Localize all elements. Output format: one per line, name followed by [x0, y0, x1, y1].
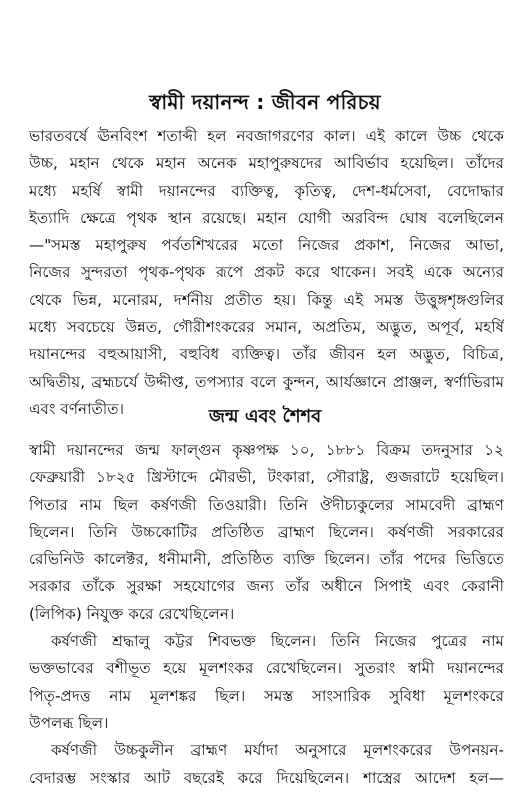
- text-line: দয়ানন্দের বহুআয়াসী, বহুবিধ ব্যক্তিত্ব। তাঁর জীবন হল অদ্ভুত, বিচিত্র,: [29, 345, 504, 364]
- text-line: থেকে ভিন্ন, মনোরম, দর্শনীয় প্রতীত হয়। কিন্তু এই সমস্ত উত্তুঙ্গশৃঙ্গগুলির: [29, 290, 504, 309]
- text-line: রেভিনিউ কালেক্টর, ধনীমানী, প্রতিষ্ঠিত ব্যক্তি ছিলেন। তাঁর পদের ভিত্তিতে: [29, 550, 504, 569]
- text-line: মধ্যে মহর্ষি স্বামী দয়ানন্দের ব্যক্তিত্ব, কৃতিত্ব, দেশ-ধর্মসেবা, বেদোদ্ধার: [29, 181, 504, 200]
- text-line: স্বামী দয়ানন্দের জন্ম ফাল্গুন কৃষ্ণপক্ষ ১০, ১৮৮১ বিক্রম তদনুসার ১২: [29, 441, 504, 459]
- text-line: ফেব্রুয়ারী ১৮২৫ খ্রিস্টাব্দে মৌরভী, টংকারা, সৌরাষ্ট্র, গুজরাটে হয়েছিল।: [29, 468, 504, 487]
- text-line: ভক্তভাবের বশীভূত হয়ে মূলশংকর রেখেছিলেন। সুতরাং স্বামী দয়ানন্দের: [29, 659, 504, 678]
- text-line: সরকার তাঁকে সুরক্ষা সহযোগের জন্য তাঁর অধীনে সিপাই এবং কেরানী: [29, 577, 504, 596]
- text-line: উপলব্ধ ছিল।: [29, 713, 109, 732]
- text-line: ইত্যাদি ক্ষেত্রে পৃথক স্থান রয়েছে। মহান যোগী অরবিন্দ ঘোষ বলেছিলেন: [29, 208, 504, 227]
- text-line: পিতার নাম ছিল কর্ষণজী তিওয়ারী। তিনি ঔদীচ্যকুলের সামবেদী ব্রাহ্মণ: [29, 495, 504, 514]
- text-line: ভারতবর্ষে ঊনবিংশ শতাব্দী হল নবজাগরণের কাল। এই কালে উচ্চ থেকে: [29, 127, 504, 145]
- text-line: বেদারম্ভ সংস্কার আট বছরেই করে দিয়েছিলেন। শাস্ত্রের আদেশ হল—: [29, 768, 504, 787]
- birth-section: [29, 437, 504, 792]
- text-line: পিতৃ-প্রদত্ত নাম মূলশঙ্কর ছিল। সমস্ত সাংসারিক সুবিধা মূলশংকরে: [29, 686, 504, 705]
- text-line: অদ্বিতীয়, ব্রহ্মচর্যে উদ্দীপ্ত, তপস্যার বলে কুন্দন, আর্যজ্ঞানে প্রাঞ্জল, স্বর্ণাভিরাম: [29, 372, 504, 391]
- text-line: উচ্চ, মহান থেকে মহান অনেক মহাপুরুষদের আবির্ভাব হয়েছিল। তাঁদের: [29, 154, 504, 173]
- text-line: (লিপিক) নিযুক্ত করে রেখেছিলেন।: [29, 604, 235, 623]
- section-heading: জন্ম এবং শৈশব: [208, 406, 322, 427]
- text-line: নিজের সুন্দরতা পৃথক-পৃথক রূপে প্রকট করে থাকেন। সবই একে অন্যের: [29, 263, 504, 282]
- text-line: এবং বর্ণনাতীত।: [29, 399, 125, 418]
- text-line: কর্ষণজী শ্রদ্ধালু কট্টর শিবভক্ত ছিলেন। তিনি নিজের পুত্রের নাম: [51, 632, 504, 651]
- intro-paragraph: [29, 123, 504, 423]
- page-title: স্বামী দয়ানন্দ : জীবন পরিচয়: [149, 90, 381, 114]
- text-line: —"সমস্ত মহাপুরুষ পর্বতশিখরের মতো নিজের প্রকাশ, নিজের আভা,: [29, 236, 504, 255]
- text-line: ছিলেন। তিনি উচ্চকোটির প্রতিষ্ঠিত ব্রাহ্মণ ছিলেন। কর্ষণজী সরকারের: [29, 522, 504, 541]
- text-line: মধ্যে সবচেয়ে উন্নত, গৌরীশংকরের সমান, অপ্রতিম, অদ্ভুত, অপূর্ব, মহর্ষি: [29, 318, 504, 337]
- text-line: কর্ষণজী উচ্চকুলীন ব্রাহ্মণ মর্যাদা অনুসারে মূলশংকরের উপনয়ন-: [51, 741, 504, 760]
